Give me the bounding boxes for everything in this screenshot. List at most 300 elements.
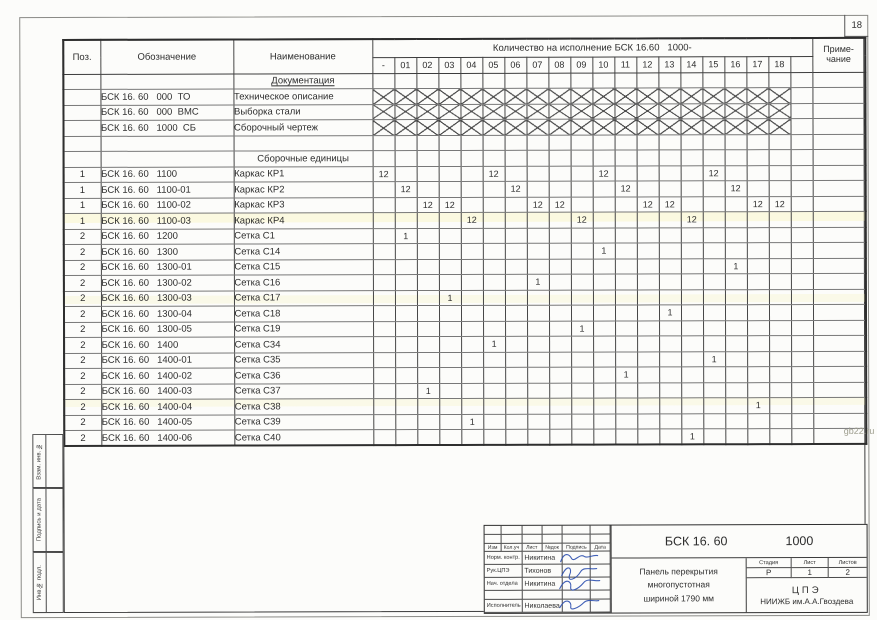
qty-cell — [637, 258, 659, 274]
note-cell — [813, 289, 866, 305]
qty-cell: 1 — [571, 321, 593, 337]
note-cell — [813, 335, 866, 351]
pos-cell: 2 — [64, 275, 101, 291]
qty-cell — [681, 134, 703, 150]
qty-cell — [725, 367, 747, 383]
qty-col-header: 13 — [658, 56, 680, 72]
document-code — [612, 525, 867, 559]
qty-cell — [725, 413, 747, 429]
qty-cell — [593, 197, 615, 213]
qty-cell — [417, 414, 439, 430]
qty-cell: 12 — [505, 181, 527, 197]
stamp-label-cell — [33, 435, 46, 487]
crossed-cell — [658, 88, 680, 104]
qty-cell — [637, 274, 659, 290]
qty-cell — [549, 135, 571, 151]
qty-cell — [549, 352, 571, 368]
qty-cell — [725, 351, 747, 367]
stage-value-row — [747, 568, 867, 578]
qty-cell — [461, 290, 483, 306]
qty-col-header: 18 — [768, 56, 790, 72]
product-name — [612, 558, 747, 612]
qty-col-header: 02 — [416, 57, 438, 73]
qty-cell — [483, 259, 505, 275]
qty-cell — [637, 320, 659, 336]
designation-cell: БСК 16. 60 1300-02 — [101, 275, 234, 291]
qty-cell — [483, 383, 505, 399]
qty-cell — [637, 413, 659, 429]
qty-cell — [637, 351, 659, 367]
qty-col-header: 15 — [702, 56, 724, 72]
crossed-cell — [747, 119, 769, 135]
qty-cell — [614, 72, 636, 88]
qty-cell — [483, 243, 505, 259]
qty-cell — [769, 305, 791, 321]
crossed-cell — [593, 119, 615, 135]
qty-cell — [438, 73, 460, 89]
qty-cell — [483, 305, 505, 321]
sig-date-cell — [591, 552, 611, 565]
qty-cell — [791, 351, 813, 367]
code-right: 1000 — [785, 534, 814, 549]
qty-cell — [527, 414, 549, 430]
note-cell — [812, 103, 865, 119]
sheet-value: 1 — [792, 568, 829, 578]
qty-cell — [439, 150, 461, 166]
qty-cell — [483, 228, 505, 244]
qty-cell — [395, 259, 417, 275]
qty-cell — [637, 243, 659, 259]
qty-col-header: 09 — [570, 57, 592, 73]
qty-col-header: 08 — [548, 57, 570, 73]
qty-cell — [571, 181, 593, 197]
qty-cell — [747, 382, 769, 398]
qty-cell — [526, 73, 548, 89]
qty-cell — [549, 166, 571, 182]
qty-cell — [637, 367, 659, 383]
qty-cell — [769, 413, 791, 429]
col-header-note: Приме- чание — [812, 38, 865, 72]
qty-cell — [593, 398, 615, 414]
designation-cell — [101, 151, 234, 167]
qty-cell — [615, 320, 637, 336]
qty-cell — [637, 165, 659, 181]
qty-cell — [505, 212, 527, 228]
name-cell: Сетка С16 — [234, 275, 373, 291]
qty-cell — [373, 197, 395, 213]
name-cell: Сетка С18 — [234, 306, 373, 322]
qty-cell — [593, 274, 615, 290]
qty-cell — [439, 336, 461, 352]
sig-name: Николаева — [522, 600, 563, 613]
stamp-label-cell — [34, 553, 47, 612]
qty-cell — [747, 413, 769, 429]
qty-cell — [702, 72, 724, 88]
qty-cell — [637, 212, 659, 228]
qty-cell — [505, 321, 527, 337]
designation-cell: БСК 16. 60 1300-05 — [101, 322, 234, 338]
name-cell: Техническое описание — [233, 89, 372, 105]
qty-cell — [681, 336, 703, 352]
col-header-pos: Поз. — [63, 40, 100, 74]
watermark: gb22.ru — [843, 425, 875, 436]
qty-cell — [527, 336, 549, 352]
qty-cell — [615, 336, 637, 352]
qty-cell — [769, 150, 791, 166]
crossed-cell — [702, 88, 724, 104]
qty-cell — [725, 134, 747, 150]
qty-cell — [681, 165, 703, 181]
qty-cell — [373, 213, 395, 229]
qty-cell — [615, 212, 637, 228]
note-cell — [813, 397, 866, 413]
note-cell — [813, 242, 866, 258]
qty-cell — [703, 150, 725, 166]
qty-cell — [681, 413, 703, 429]
qty-cell — [483, 212, 505, 228]
qty-cell — [791, 196, 813, 212]
revision-cell — [485, 535, 502, 544]
qty-cell — [768, 72, 790, 88]
product-name-line: многопустотная — [647, 579, 710, 590]
qty-cell — [549, 274, 571, 290]
qty-cell — [527, 228, 549, 244]
qty-cell — [659, 134, 681, 150]
qty-cell — [637, 134, 659, 150]
crossed-cell — [680, 88, 702, 104]
crossed-cell — [614, 88, 636, 104]
name-cell: Сетка С14 — [234, 244, 373, 260]
qty-cell — [505, 150, 527, 166]
qty-cell — [659, 274, 681, 290]
qty-cell — [769, 227, 791, 243]
qty-cell — [747, 227, 769, 243]
qty-cell — [461, 305, 483, 321]
qty-cell: 12 — [703, 165, 725, 181]
qty-cell — [593, 336, 615, 352]
qty-cell — [791, 398, 813, 414]
qty-cell — [725, 243, 747, 259]
crossed-cell — [615, 119, 637, 135]
qty-cell: 12 — [527, 197, 549, 213]
qty-cell — [505, 429, 527, 445]
qty-cell — [659, 243, 681, 259]
qty-cell: 1 — [703, 351, 725, 367]
qty-cell — [483, 135, 505, 151]
qty-cell — [394, 73, 416, 89]
qty-cell — [373, 430, 395, 446]
qty-cell — [417, 367, 439, 383]
crossed-cell — [526, 104, 548, 120]
qty-cell — [461, 150, 483, 166]
crossed-cell — [592, 104, 614, 120]
sheet-header: Лист — [792, 558, 829, 568]
pos-cell — [64, 151, 101, 167]
stage-header-row — [747, 558, 867, 568]
qty-cell — [505, 414, 527, 430]
qty-cell — [505, 352, 527, 368]
qty-cell — [417, 181, 439, 197]
crossed-cell — [768, 103, 790, 119]
qty-cell — [373, 259, 395, 275]
qty-cell — [637, 429, 659, 445]
qty-cell — [703, 367, 725, 383]
name-cell: Сетка С39 — [234, 414, 373, 430]
qty-col-header: 12 — [636, 56, 658, 72]
qty-cell — [527, 321, 549, 337]
qty-col-header: 07 — [526, 57, 548, 73]
qty-cell — [681, 150, 703, 166]
qty-cell: 1 — [483, 336, 505, 352]
pos-cell — [63, 74, 100, 90]
qty-cell — [769, 289, 791, 305]
qty-cell — [593, 135, 615, 151]
qty-cell — [373, 368, 395, 384]
designation-cell: БСК 16. 60 1400-04 — [101, 399, 234, 415]
qty-cell — [505, 305, 527, 321]
qty-cell — [769, 351, 791, 367]
qty-cell — [703, 227, 725, 243]
qty-cell — [439, 243, 461, 259]
qty-cell — [593, 150, 615, 166]
qty-cell — [615, 398, 637, 414]
stage-value: Р — [747, 568, 792, 578]
qty-cell — [593, 259, 615, 275]
qty-cell — [703, 181, 725, 197]
qty-cell — [791, 305, 813, 321]
designation-cell: БСК 16. 60 1000 СБ — [101, 120, 234, 136]
crossed-cell — [460, 88, 482, 104]
qty-cell — [483, 352, 505, 368]
crossed-cell — [483, 119, 505, 135]
crossed-cell — [724, 88, 746, 104]
qty-cell — [417, 228, 439, 244]
qty-col-header: 03 — [438, 57, 460, 73]
qty-cell — [439, 414, 461, 430]
qty-cell — [659, 382, 681, 398]
qty-cell — [439, 166, 461, 182]
qty-cell — [791, 274, 813, 290]
qty-cell — [747, 274, 769, 290]
note-cell — [813, 273, 866, 289]
qty-cell: 1 — [461, 414, 483, 430]
qty-cell — [527, 383, 549, 399]
qty-cell — [747, 212, 769, 228]
crossed-cell — [373, 120, 395, 136]
qty-cell — [615, 429, 637, 445]
qty-cell — [395, 244, 417, 260]
qty-cell — [681, 289, 703, 305]
spec-row — [64, 428, 866, 446]
crossed-cell — [703, 119, 725, 135]
qty-cell — [769, 336, 791, 352]
note-cell — [813, 196, 866, 212]
qty-cell — [703, 429, 725, 445]
qty-cell — [791, 367, 813, 383]
qty-cell: 1 — [747, 398, 769, 414]
qty-cell — [527, 259, 549, 275]
crossed-cell — [680, 103, 702, 119]
crossed-cell — [768, 88, 790, 104]
qty-cell — [703, 196, 725, 212]
qty-cell — [549, 367, 571, 383]
qty-cell — [769, 165, 791, 181]
qty-cell — [482, 73, 504, 89]
qty-group-header: Количество на исполнение БСК 16.60 1000- — [372, 38, 812, 57]
qty-cell — [659, 258, 681, 274]
qty-cell — [724, 72, 746, 88]
qty-cell — [549, 429, 571, 445]
name-cell — [234, 135, 373, 151]
qty-cell: 1 — [615, 367, 637, 383]
qty-cell — [395, 383, 417, 399]
qty-cell — [417, 259, 439, 275]
qty-cell — [439, 228, 461, 244]
crossed-cell — [724, 103, 746, 119]
crossed-cell — [504, 104, 526, 120]
qty-cell — [395, 337, 417, 353]
qty-cell — [395, 414, 417, 430]
qty-cell — [505, 274, 527, 290]
qty-cell: 1 — [417, 383, 439, 399]
stamp-vzam-inv — [32, 434, 63, 488]
qty-cell — [527, 181, 549, 197]
crossed-cell — [527, 119, 549, 135]
name-cell: Каркас КР2 — [234, 182, 373, 198]
qty-cell — [747, 351, 769, 367]
qty-cell — [505, 383, 527, 399]
name-cell: Сетка С15 — [234, 259, 373, 275]
qty-cell — [461, 352, 483, 368]
qty-cell — [615, 150, 637, 166]
designation-cell: БСК 16. 60 000 ТО — [100, 89, 233, 105]
qty-cell — [571, 290, 593, 306]
qty-cell — [703, 134, 725, 150]
designation-cell: БСК 16. 60 1400-03 — [101, 384, 234, 400]
qty-cell — [747, 181, 769, 197]
crossed-cell — [570, 104, 592, 120]
qty-col-header: 16 — [724, 56, 746, 72]
crossed-cell — [636, 103, 658, 119]
qty-cell — [395, 321, 417, 337]
qty-cell — [439, 321, 461, 337]
qty-cell — [791, 212, 813, 228]
qty-cell — [417, 352, 439, 368]
designation-cell: БСК 16. 60 000 ВМС — [100, 105, 233, 121]
name-cell: Сетка С1 — [234, 228, 373, 244]
qty-cell — [439, 429, 461, 445]
designation-cell: БСК 16. 60 1100-02 — [101, 198, 234, 214]
qty-cell — [637, 398, 659, 414]
qty-cell — [747, 243, 769, 259]
qty-cell — [636, 72, 658, 88]
qty-cell — [769, 367, 791, 383]
qty-cell — [461, 181, 483, 197]
qty-cell — [417, 135, 439, 151]
qty-cell — [681, 274, 703, 290]
qty-cell: 12 — [747, 196, 769, 212]
qty-cell — [417, 212, 439, 228]
qty-col-header: 06 — [504, 57, 526, 73]
qty-cell — [483, 398, 505, 414]
qty-cell — [549, 398, 571, 414]
qty-cell — [439, 274, 461, 290]
qty-cell — [417, 166, 439, 182]
crossed-cell — [659, 119, 681, 135]
qty-cell — [681, 196, 703, 212]
qty-cell — [746, 72, 768, 88]
qty-cell — [483, 321, 505, 337]
qty-cell — [615, 274, 637, 290]
qty-cell — [593, 321, 615, 337]
col-header-designation: Обозначение — [100, 40, 233, 74]
qty-cell — [725, 165, 747, 181]
qty-cell — [681, 382, 703, 398]
qty-cell — [549, 212, 571, 228]
qty-cell — [461, 336, 483, 352]
crossed-cell — [372, 89, 394, 105]
qty-cell — [571, 197, 593, 213]
name-cell: Выборка стали — [233, 104, 372, 120]
qty-cell — [505, 228, 527, 244]
crossed-cell — [636, 88, 658, 104]
qty-cell — [615, 196, 637, 212]
qty-col-header: 01 — [394, 57, 416, 73]
qty-cell — [461, 274, 483, 290]
qty-col-header: 05 — [482, 57, 504, 73]
qty-cell — [703, 398, 725, 414]
crossed-cell — [394, 104, 416, 120]
qty-cell — [571, 228, 593, 244]
crossed-cell — [549, 119, 571, 135]
code-left: БСК 16. 60 — [664, 534, 728, 549]
qty-cell — [615, 413, 637, 429]
stamp-inv-podl — [33, 552, 64, 613]
qty-cell — [395, 135, 417, 151]
qty-cell — [593, 290, 615, 306]
crossed-cell — [548, 104, 570, 120]
qty-cell — [549, 243, 571, 259]
qty-cell — [769, 429, 791, 445]
pos-cell: 1 — [64, 167, 101, 183]
qty-cell — [615, 258, 637, 274]
qty-col-header: 10 — [592, 57, 614, 73]
qty-cell — [791, 134, 813, 150]
qty-cell — [791, 258, 813, 274]
crossed-cell — [526, 88, 548, 104]
qty-cell — [637, 289, 659, 305]
pos-cell: 2 — [64, 291, 101, 307]
sheets-value: 2 — [829, 568, 867, 578]
crossed-cell — [548, 88, 570, 104]
sig-role: Рук.ЦПЭ — [485, 565, 523, 578]
qty-cell — [549, 383, 571, 399]
revision-cell — [501, 535, 522, 544]
designation-cell: БСК 16. 60 1400-06 — [101, 430, 234, 446]
note-cell — [813, 180, 866, 196]
qty-cell — [373, 182, 395, 198]
qty-cell — [571, 274, 593, 290]
qty-cell: 1 — [395, 228, 417, 244]
crossed-cell — [571, 119, 593, 135]
qty-cell — [548, 73, 570, 89]
note-cell — [812, 87, 865, 103]
sig-col-header: №док — [542, 544, 563, 552]
pos-cell: 2 — [64, 337, 101, 353]
qty-cell — [439, 212, 461, 228]
qty-cell — [527, 150, 549, 166]
section-title: Документация — [233, 73, 372, 89]
